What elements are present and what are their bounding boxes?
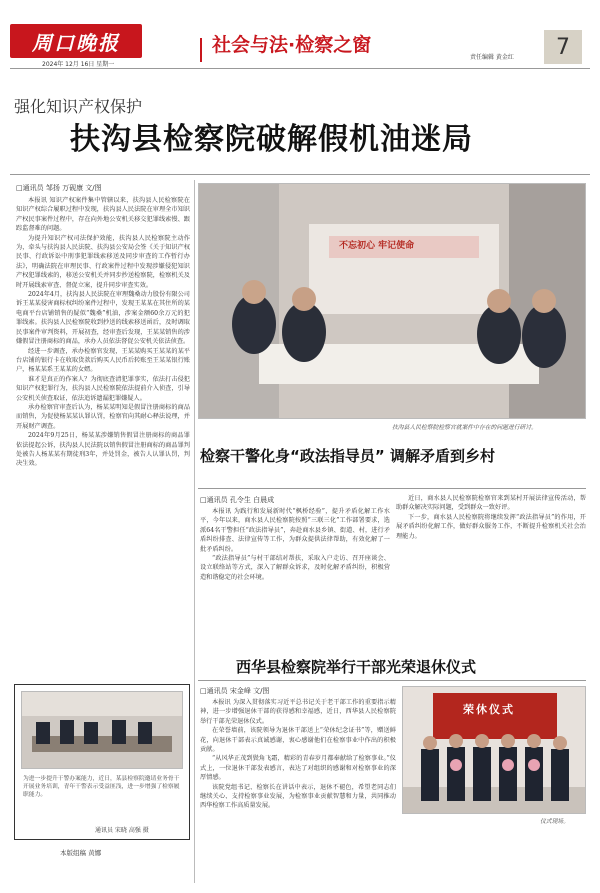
column-rule (194, 180, 195, 883)
sidebar-photo (21, 691, 183, 769)
section-title: 社会与法·检察之窗 (212, 34, 372, 56)
training-photo-illustration (22, 692, 183, 769)
paragraph: 该院党组书记、检察长在讲话中表示，退休不褪色，希望老同志们继续关心、支持检察事业发展，为检察事业贡献智慧和力量，共同推动西华检察工作高质量发展。 (200, 783, 396, 810)
photo-banner: 荣休仪式 (463, 703, 515, 716)
article3-photo (402, 686, 586, 814)
masthead-rule (10, 68, 590, 69)
photo-banner: 不忘初心 牢记使命 (339, 241, 415, 251)
sidebar-byline: 通讯员 宋晓 高强 摄 (95, 827, 149, 834)
article3-byline: □通讯员 宋金峰 文/图 (200, 687, 270, 695)
paragraph: “从风华正茂到鬓角飞霜，精彩的青春岁月都奉献给了检察事业。”仪式上，一位退休干部发表感言，表达了对组织的感谢和对检察事业的深厚情感。 (200, 755, 396, 782)
paragraph: 下一步，商水县人民检察院将继续发挥“政法指导员”的作用，开展矛盾纠纷化解工作，做好群众服务工作，不断提升检察机关社会治理能力。 (396, 513, 586, 540)
paragraph: 经进一步调查，承办检察官发现，王某某购买王某某的某平台店铺的银行卡在收取货款后购买人民币后转账至王某某银行账户，杨某某系王某某的女婿。 (16, 347, 190, 374)
article2-byline: □通讯员 孔令生 白晨成 (200, 496, 275, 504)
article1-photo-caption: 扶沟县人民检察院检察官就案件中存在的问题进行研讨。 (392, 425, 537, 431)
article3-headline: 西华县检察院举行干部光荣退休仪式 (236, 658, 477, 676)
paragraph: 2024年4月，扶沟县人民法院在审理魏桑动力股份有限公司诉王某某侵害商标权纠纷案件过程中，发现王某某在其住所的某电商平台店铺销售的疑似“魏桑”机油，涉案金额60余万元的犯罪线索。扶沟县人民检察院收到抄送的线索移送函后，及时调取民事案件审判资料，开展初查，经审查后发现，王某某销售的涉嫌假冒注册商标的商品，承办人员依法督促公安机关依法侦查。 (16, 291, 190, 346)
sidebar-box (14, 684, 190, 840)
paragraph: 本报讯 为深入贯彻落实习近平总书记关于老干部工作的重要指示精神，进一步增强退休干部的获得感和幸福感，近日，西华县人民检察院举行干部光荣退休仪式。 (200, 699, 396, 725)
article2-headline: 检察干警化身“政法指导员” 调解矛盾到乡村 (200, 447, 495, 465)
article1-byline: □通讯员 邹扬 万砚康 文/图 (16, 184, 102, 192)
newspaper-logo: 周口晚报 (10, 24, 142, 58)
masthead-divider (200, 38, 202, 62)
article1-headline: 扶沟县检察院破解假机油迷局 (70, 122, 473, 157)
page-number: 7 (544, 30, 582, 64)
paragraph: 承办检察官审查后认为，杨某某明知是假冒注册商标的商品而销售，为促使杨某某认罪认罚，检察官向其耐心释法说理，并开展财产调查。 (16, 403, 190, 430)
page-note: 本版组稿 黄娜 (60, 849, 102, 857)
article2-body-col2 (396, 494, 586, 624)
paragraph: 本报讯 为践行和发展新时代“枫桥经验”，提升矛盾化解工作水平，今年以来，商水县人民检察院按照“三联三化”工作部署要求，选派64名干警担任“政法指导员”，奔赴商水县乡镇、街道、村，进行矛盾纠纷排查、法律宣传等工作，为群众提供法律帮助，有效化解了一批矛盾纠纷。 (200, 508, 390, 553)
article3-body (200, 698, 396, 883)
article1-photo (198, 183, 586, 419)
headline-rule (10, 174, 590, 175)
article2-body-col1 (200, 507, 390, 629)
paragraph: 近日，商水县人民检察院检察官来到某村开展法律宣传活动，帮助群众解决实际问题，受到群众一致好评。 (396, 495, 586, 512)
article1-kicker: 强化知识产权保护 (14, 97, 143, 116)
page-editor: 责任编辑 黄金红 (470, 54, 514, 61)
meeting-photo-illustration (199, 184, 586, 419)
paragraph: 为提升知识产权司法保护效能，扶沟县人民检察院主动作为，牵头与扶沟县人民法院、扶沟县公安局会签《关于知识产权民事、行政诉讼中刑事犯罪线索移送及同步审查的工作暂行办法》，明确法院在审理民事、行政案件过程中发现涉嫌侵犯知识产权犯罪线索的，移送公安机关并同步抄送检察院，检察机关及时开展线索审查、督促立案，提升同步审查实效。 (16, 234, 190, 289)
article1-body (16, 196, 190, 666)
paragraph: “政法指导员”与村干部结对帮扶，采取入户走访、召开座谈会、设立联络站等方式，深入了解群众诉求，及时化解矛盾纠纷，积极营造和谐稳定的社会环境。 (200, 555, 390, 581)
paragraph: 在荣誉墙前，该院领导为退休干部送上“荣休纪念证书”等，赠送鲜花，向退休干部表示真诚感谢，衷心感谢他们在检察事业中作出的积极贡献。 (200, 727, 396, 754)
issue-date: 2024年 12月 16日 星期一 (42, 61, 115, 68)
paragraph: 2024年9月25日，杨某某涉嫌销售假冒注册商标的商品罪依法提起公诉，扶沟县人民法院以销售假冒注册商标的商品罪判处被告人杨某某有期徒刑3年，并处罚金，被告人认罪认罚，判决生效。 (16, 432, 190, 468)
article2-rule (198, 488, 586, 489)
article3-rule (198, 680, 586, 681)
sidebar-caption: 为进一步提升干警办案能力，近日，某县检察院邀请业务骨干开展业务培训，青年干警表示受益匪浅，进一步增强了检察履职能力。 (23, 776, 180, 798)
paragraph: 本报讯 知识产权案件集中管辖以来，扶沟县人民检察院在知识产权综合履职过程中发现，扶沟县人民法院在审理全市知识产权民事案件过程中，存在向外地公安机关移交犯罪线索慢、跟踪监督难的问题。 (16, 197, 190, 233)
paragraph: 谁才是真正的作案人？为彻底查清犯罪事实，依法打击侵犯知识产权犯罪行为，扶沟县人民检察院依法提前介入侦查，引导公安机关侦查取证，依法追诉遗漏犯罪嫌疑人。 (16, 375, 190, 402)
article3-photo-caption: 仪式现场。 (540, 819, 569, 825)
